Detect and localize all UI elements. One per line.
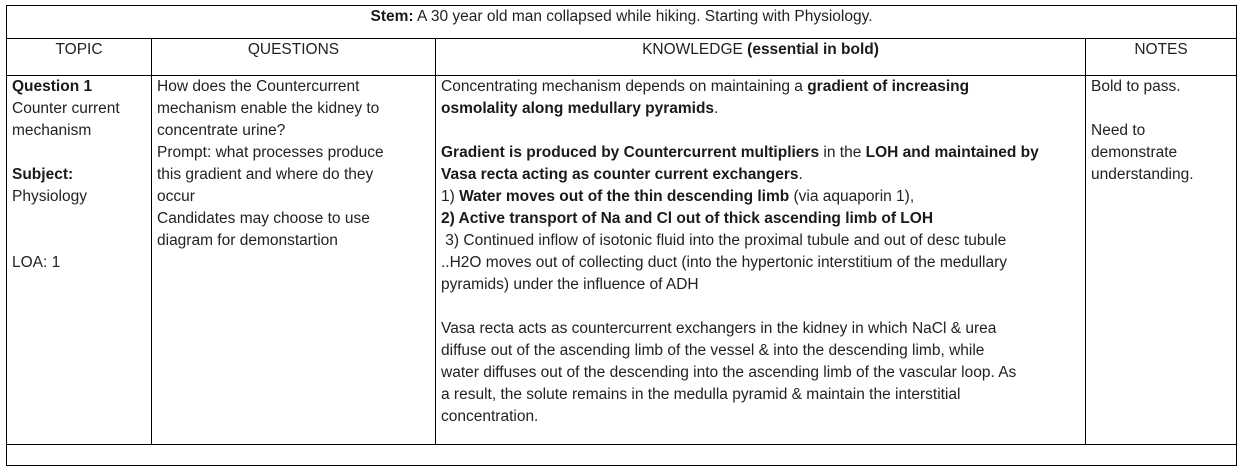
knowledge-bold: gradient of increasing: [807, 78, 970, 95]
knowledge-bold: Gradient is produced by Countercurrent multipliers: [441, 144, 820, 161]
knowledge-bold: LOH and maintained by: [865, 144, 1039, 161]
next-row-cell: [7, 445, 1237, 466]
knowledge-text: Concentrating mechanism depends on maintaining a: [441, 78, 808, 95]
knowledge-cell: [436, 76, 1086, 445]
notes-line: demonstrate: [1091, 144, 1178, 161]
knowledge-bold: Vasa recta acting as counter current exchangers: [441, 166, 799, 183]
header-notes: NOTES: [1086, 39, 1237, 76]
vasa-recta-line: Vasa recta acts as countercurrent exchangers in the kidney in which NaCl & urea: [441, 320, 997, 337]
knowledge-line: [441, 164, 1080, 186]
vasa-recta-line: a result, the solute remains in the medulla pyramid & maintain the interstitial: [441, 386, 961, 403]
stem-label: Stem:: [370, 8, 414, 25]
prompt-line: Prompt: what processes produce: [157, 144, 384, 161]
notes-line: Bold to pass.: [1091, 78, 1181, 95]
candidate-note-line: Candidates may choose to use: [157, 210, 370, 227]
topic-line: Counter current: [12, 100, 120, 117]
question-line: mechanism enable the kidney to: [157, 100, 380, 117]
subject-value: Physiology: [12, 188, 87, 205]
knowledge-line: [441, 186, 1080, 208]
knowledge-line: pyramids) under the influence of ADH: [441, 276, 699, 293]
header-knowledge-bold: (essential in bold): [747, 41, 879, 58]
knowledge-bold: osmolality along medullary pyramids: [441, 100, 715, 117]
stem-text: A 30 year old man collapsed while hiking. Starting with Physiology.: [413, 8, 873, 25]
loa-value: LOA: 1: [12, 254, 61, 271]
knowledge-line: [441, 76, 1080, 98]
vasa-recta-line: diffuse out of the ascending limb of the vessel & into the descending limb, while: [441, 342, 985, 359]
stem-cell: [7, 6, 1237, 39]
marking-table: [6, 5, 1237, 466]
notes-cell: [1086, 76, 1237, 445]
knowledge-text: .: [714, 100, 719, 117]
knowledge-line: [441, 98, 1080, 120]
knowledge-bold: Water moves out of the thin descending limb: [459, 188, 790, 205]
vasa-recta-line: water diffuses out of the descending into the ascending limb of the vascular loop. As: [441, 364, 1017, 381]
topic-cell: [7, 76, 152, 445]
knowledge-line: ..H2O moves out of collecting duct (into the hypertonic interstitium of the medullary: [441, 254, 1008, 271]
question-line: concentrate urine?: [157, 122, 286, 139]
question-line: How does the Countercurrent: [157, 78, 360, 95]
candidate-note-line: diagram for demonstartion: [157, 232, 338, 249]
header-knowledge-label: KNOWLEDGE: [642, 41, 748, 58]
vasa-recta-line: concentration.: [441, 408, 539, 425]
next-row: [7, 445, 1237, 466]
knowledge-text: 1): [441, 188, 460, 205]
knowledge-text: (via aquaporin 1),: [789, 188, 915, 205]
stem-row: [7, 6, 1237, 39]
subject-label: Subject:: [12, 166, 74, 183]
knowledge-line: [441, 142, 1080, 164]
knowledge-line: 3) Continued inflow of isotonic fluid into the proximal tubule and out of desc tubule: [441, 232, 1007, 249]
prompt-line: occur: [157, 188, 195, 205]
knowledge-text: .: [798, 166, 803, 183]
questions-cell: [152, 76, 436, 445]
header-knowledge: [436, 39, 1086, 76]
topic-line: mechanism: [12, 122, 92, 139]
knowledge-text: in the: [819, 144, 866, 161]
header-topic: TOPIC: [7, 39, 152, 76]
notes-line: understanding.: [1091, 166, 1194, 183]
knowledge-bold-line: 2) Active transport of Na and Cl out of thick ascending limb of LOH: [441, 210, 934, 227]
header-row: [7, 39, 1237, 76]
notes-line: Need to: [1091, 122, 1146, 139]
header-questions: QUESTIONS: [152, 39, 436, 76]
question-label: Question 1: [12, 78, 93, 95]
prompt-line: this gradient and where do they: [157, 166, 374, 183]
question-row: [7, 76, 1237, 445]
